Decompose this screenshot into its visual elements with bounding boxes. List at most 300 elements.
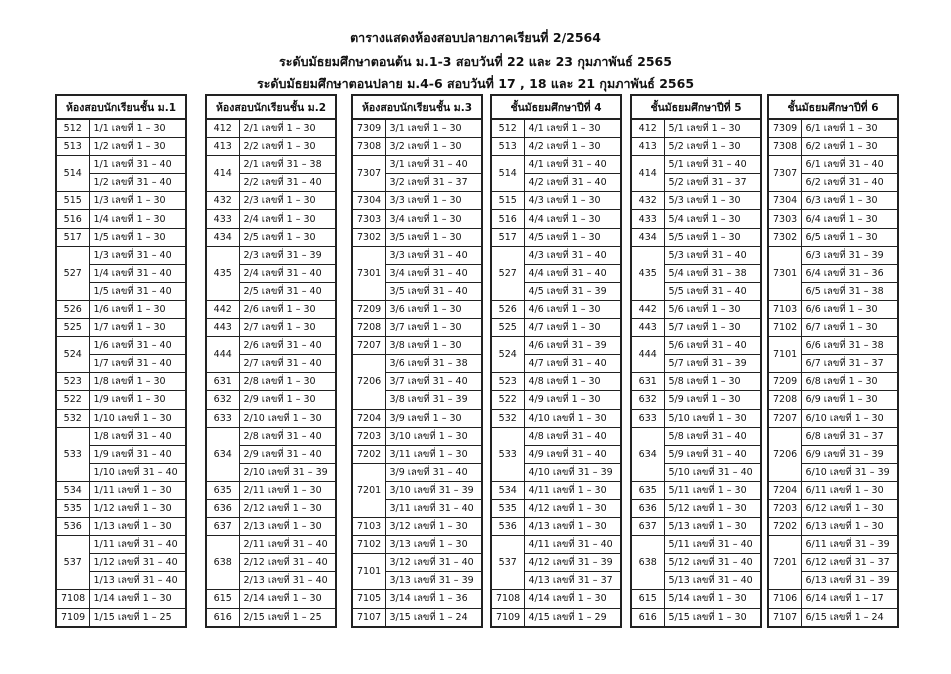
class-range: 1/2 เลขที่ 31 – 40 xyxy=(89,174,186,192)
class-range: 4/1 เลขที่ 31 – 40 xyxy=(524,156,621,174)
table-row xyxy=(56,427,186,445)
table-row xyxy=(631,590,761,608)
class-range: 4/12 เลขที่ 31 – 39 xyxy=(524,554,621,572)
table-row xyxy=(491,590,621,608)
class-range: 5/7 เลขที่ 1 – 30 xyxy=(664,319,761,337)
class-range: 6/15 เลขที่ 1 – 24 xyxy=(801,608,898,627)
room-number: 537 xyxy=(491,536,524,590)
table-row xyxy=(206,319,336,337)
class-range: 3/8 เลขที่ 1 – 30 xyxy=(385,337,482,355)
table-row xyxy=(206,119,336,138)
room-number: 7201 xyxy=(768,536,801,590)
class-range: 5/1 เลขที่ 31 – 40 xyxy=(664,156,761,174)
table-row xyxy=(491,192,621,210)
class-range: 5/12 เลขที่ 31 – 40 xyxy=(664,554,761,572)
class-range: 5/4 เลขที่ 31 – 38 xyxy=(664,264,761,282)
room-number: 7106 xyxy=(768,590,801,608)
table-row xyxy=(631,409,761,427)
room-number: 434 xyxy=(206,228,239,246)
room-number: 634 xyxy=(631,427,664,481)
table-row xyxy=(491,427,621,445)
class-range: 2/6 เลขที่ 31 – 40 xyxy=(239,337,336,355)
class-range: 2/9 เลขที่ 1 – 30 xyxy=(239,391,336,409)
table-row xyxy=(491,608,621,627)
exam-table-3 xyxy=(351,94,483,628)
table-row xyxy=(631,319,761,337)
room-number: 616 xyxy=(631,608,664,627)
table-row xyxy=(768,119,898,138)
class-range: 6/12 เลขที่ 1 – 30 xyxy=(801,499,898,517)
class-range: 6/5 เลขที่ 31 – 38 xyxy=(801,282,898,300)
table-row xyxy=(206,210,336,228)
room-number: 7109 xyxy=(491,608,524,627)
class-range: 2/3 เลขที่ 31 – 39 xyxy=(239,246,336,264)
table-row xyxy=(491,337,621,355)
table-row xyxy=(768,536,898,554)
table-header: ห้องสอบนักเรียนชั้น ม.2 xyxy=(206,95,336,119)
table-row xyxy=(206,536,336,554)
table-row xyxy=(768,409,898,427)
class-range: 3/13 เลขที่ 1 – 30 xyxy=(385,536,482,554)
class-range: 5/9 เลขที่ 1 – 30 xyxy=(664,391,761,409)
room-number: 632 xyxy=(206,391,239,409)
table-row xyxy=(206,427,336,445)
table-row xyxy=(768,518,898,536)
class-range: 2/7 เลขที่ 31 – 40 xyxy=(239,355,336,373)
class-range: 4/14 เลขที่ 1 – 30 xyxy=(524,590,621,608)
table-row xyxy=(56,608,186,627)
class-range: 4/9 เลขที่ 1 – 30 xyxy=(524,391,621,409)
class-range: 5/6 เลขที่ 1 – 30 xyxy=(664,300,761,318)
room-number: 532 xyxy=(56,409,89,427)
room-number: 638 xyxy=(206,536,239,590)
class-range: 1/5 เลขที่ 31 – 40 xyxy=(89,282,186,300)
room-number: 7201 xyxy=(352,463,385,517)
class-range: 6/13 เลขที่ 1 – 30 xyxy=(801,518,898,536)
class-range: 6/1 เลขที่ 31 – 40 xyxy=(801,156,898,174)
room-number: 517 xyxy=(491,228,524,246)
table-row xyxy=(206,138,336,156)
table-row xyxy=(56,590,186,608)
table-row xyxy=(56,319,186,337)
room-number: 7206 xyxy=(352,355,385,409)
table-row xyxy=(206,373,336,391)
class-range: 5/8 เลขที่ 31 – 40 xyxy=(664,427,761,445)
table-row xyxy=(631,608,761,627)
class-range: 6/6 เลขที่ 31 – 38 xyxy=(801,337,898,355)
room-number: 412 xyxy=(206,119,239,138)
class-range: 3/2 เลขที่ 31 – 37 xyxy=(385,174,482,192)
class-range: 2/15 เลขที่ 1 – 25 xyxy=(239,608,336,627)
room-number: 634 xyxy=(206,427,239,481)
room-number: 513 xyxy=(491,138,524,156)
class-range: 3/4 เลขที่ 1 – 30 xyxy=(385,210,482,228)
table-header: ชั้นมัธยมศึกษาปีที่ 4 xyxy=(491,95,621,119)
table-row xyxy=(491,210,621,228)
room-number: 536 xyxy=(491,518,524,536)
class-range: 3/8 เลขที่ 31 – 39 xyxy=(385,391,482,409)
class-range: 2/11 เลขที่ 1 – 30 xyxy=(239,481,336,499)
room-number: 7206 xyxy=(768,427,801,481)
room-number: 7108 xyxy=(491,590,524,608)
exam-table-4 xyxy=(490,94,622,628)
table-row xyxy=(768,192,898,210)
room-number: 636 xyxy=(631,499,664,517)
room-number: 638 xyxy=(631,536,664,590)
class-range: 3/10 เลขที่ 31 – 39 xyxy=(385,481,482,499)
table-row xyxy=(768,246,898,264)
table-row xyxy=(206,481,336,499)
class-range: 6/8 เลขที่ 31 – 37 xyxy=(801,427,898,445)
table-row xyxy=(768,156,898,174)
class-range: 4/8 เลขที่ 1 – 30 xyxy=(524,373,621,391)
class-range: 5/6 เลขที่ 31 – 40 xyxy=(664,337,761,355)
table-row xyxy=(206,518,336,536)
class-range: 1/10 เลขที่ 1 – 30 xyxy=(89,409,186,427)
table-row xyxy=(206,192,336,210)
class-range: 1/1 เลขที่ 31 – 40 xyxy=(89,156,186,174)
class-range: 4/13 เลขที่ 1 – 30 xyxy=(524,518,621,536)
table-row xyxy=(352,536,482,554)
class-range: 3/13 เลขที่ 31 – 39 xyxy=(385,572,482,590)
table-row xyxy=(768,210,898,228)
room-number: 522 xyxy=(56,391,89,409)
room-number: 7304 xyxy=(352,192,385,210)
table-row xyxy=(631,373,761,391)
class-range: 3/3 เลขที่ 31 – 40 xyxy=(385,246,482,264)
room-number: 517 xyxy=(56,228,89,246)
table-row xyxy=(206,409,336,427)
class-range: 3/15 เลขที่ 1 – 24 xyxy=(385,608,482,627)
table-row xyxy=(768,319,898,337)
class-range: 3/5 เลขที่ 31 – 40 xyxy=(385,282,482,300)
table-row xyxy=(768,590,898,608)
room-number: 616 xyxy=(206,608,239,627)
room-number: 615 xyxy=(206,590,239,608)
class-range: 4/7 เลขที่ 31 – 40 xyxy=(524,355,621,373)
table-row xyxy=(491,119,621,138)
class-range: 1/11 เลขที่ 31 – 40 xyxy=(89,536,186,554)
class-range: 3/2 เลขที่ 1 – 30 xyxy=(385,138,482,156)
class-range: 4/4 เลขที่ 31 – 40 xyxy=(524,264,621,282)
room-number: 524 xyxy=(56,337,89,373)
room-number: 7302 xyxy=(352,228,385,246)
room-number: 412 xyxy=(631,119,664,138)
room-number: 432 xyxy=(631,192,664,210)
class-range: 4/13 เลขที่ 31 – 37 xyxy=(524,572,621,590)
table-row xyxy=(768,337,898,355)
class-range: 6/9 เลขที่ 31 – 39 xyxy=(801,445,898,463)
table-row xyxy=(491,373,621,391)
table-row xyxy=(768,481,898,499)
class-range: 6/7 เลขที่ 1 – 30 xyxy=(801,319,898,337)
class-range: 2/8 เลขที่ 1 – 30 xyxy=(239,373,336,391)
class-range: 1/7 เลขที่ 1 – 30 xyxy=(89,319,186,337)
room-number: 7309 xyxy=(352,119,385,138)
table-row xyxy=(631,119,761,138)
table-row xyxy=(768,300,898,318)
room-number: 7209 xyxy=(768,373,801,391)
table-row xyxy=(631,210,761,228)
class-range: 1/15 เลขที่ 1 – 25 xyxy=(89,608,186,627)
room-number: 444 xyxy=(631,337,664,373)
room-number: 435 xyxy=(206,246,239,300)
class-range: 4/7 เลขที่ 1 – 30 xyxy=(524,319,621,337)
table-row xyxy=(352,518,482,536)
room-number: 7308 xyxy=(352,138,385,156)
table-row xyxy=(491,138,621,156)
exam-table-1 xyxy=(55,94,187,628)
room-number: 535 xyxy=(491,499,524,517)
table-row xyxy=(491,481,621,499)
table-row xyxy=(206,608,336,627)
room-number: 512 xyxy=(56,119,89,138)
table-row xyxy=(206,228,336,246)
table-row xyxy=(352,246,482,264)
table-row xyxy=(631,300,761,318)
table-row xyxy=(352,355,482,373)
table-row xyxy=(352,337,482,355)
table-row xyxy=(352,445,482,463)
class-range: 2/9 เลขที่ 31 – 40 xyxy=(239,445,336,463)
table-row xyxy=(352,319,482,337)
room-number: 7207 xyxy=(768,409,801,427)
table-row xyxy=(56,391,186,409)
class-range: 2/4 เลขที่ 31 – 40 xyxy=(239,264,336,282)
table-row xyxy=(56,156,186,174)
table-row xyxy=(491,499,621,517)
room-number: 433 xyxy=(206,210,239,228)
table-row xyxy=(491,536,621,554)
class-range: 2/1 เลขที่ 1 – 30 xyxy=(239,119,336,138)
room-number: 7303 xyxy=(352,210,385,228)
room-number: 7107 xyxy=(768,608,801,627)
class-range: 3/1 เลขที่ 31 – 40 xyxy=(385,156,482,174)
room-number: 7307 xyxy=(352,156,385,192)
class-range: 6/7 เลขที่ 31 – 37 xyxy=(801,355,898,373)
table-row xyxy=(352,228,482,246)
table-row xyxy=(631,427,761,445)
table-row xyxy=(56,518,186,536)
room-number: 523 xyxy=(491,373,524,391)
table-row xyxy=(768,427,898,445)
table-row xyxy=(56,192,186,210)
table-header: ชั้นมัธยมศึกษาปีที่ 5 xyxy=(631,95,761,119)
class-range: 2/12 เลขที่ 31 – 40 xyxy=(239,554,336,572)
table-row xyxy=(491,518,621,536)
room-number: 523 xyxy=(56,373,89,391)
class-range: 6/14 เลขที่ 1 – 17 xyxy=(801,590,898,608)
class-range: 1/3 เลขที่ 1 – 30 xyxy=(89,192,186,210)
table-row xyxy=(352,156,482,174)
room-number: 635 xyxy=(631,481,664,499)
table-row xyxy=(352,608,482,627)
table-row xyxy=(56,210,186,228)
class-range: 3/11 เลขที่ 31 – 40 xyxy=(385,499,482,517)
table-row xyxy=(768,499,898,517)
table-row xyxy=(631,228,761,246)
class-range: 1/9 เลขที่ 1 – 30 xyxy=(89,391,186,409)
room-number: 526 xyxy=(491,300,524,318)
class-range: 4/12 เลขที่ 1 – 30 xyxy=(524,499,621,517)
class-range: 4/8 เลขที่ 31 – 40 xyxy=(524,427,621,445)
class-range: 4/5 เลขที่ 1 – 30 xyxy=(524,228,621,246)
table-row xyxy=(631,156,761,174)
table-row xyxy=(491,391,621,409)
table-row xyxy=(491,409,621,427)
table-row xyxy=(631,192,761,210)
exam-table-6 xyxy=(767,94,899,628)
room-number: 512 xyxy=(491,119,524,138)
class-range: 1/12 เลขที่ 31 – 40 xyxy=(89,554,186,572)
class-range: 1/8 เลขที่ 1 – 30 xyxy=(89,373,186,391)
room-number: 7309 xyxy=(768,119,801,138)
room-number: 515 xyxy=(491,192,524,210)
class-range: 3/9 เลขที่ 1 – 30 xyxy=(385,409,482,427)
room-number: 7303 xyxy=(768,210,801,228)
room-number: 631 xyxy=(206,373,239,391)
room-number: 7204 xyxy=(352,409,385,427)
class-range: 1/7 เลขที่ 31 – 40 xyxy=(89,355,186,373)
room-number: 7304 xyxy=(768,192,801,210)
class-range: 2/13 เลขที่ 31 – 40 xyxy=(239,572,336,590)
class-range: 5/1 เลขที่ 1 – 30 xyxy=(664,119,761,138)
table-row xyxy=(491,246,621,264)
table-row xyxy=(206,300,336,318)
class-range: 3/6 เลขที่ 31 – 38 xyxy=(385,355,482,373)
class-range: 2/5 เลขที่ 1 – 30 xyxy=(239,228,336,246)
room-number: 527 xyxy=(491,246,524,300)
table-row xyxy=(768,228,898,246)
class-range: 3/9 เลขที่ 31 – 40 xyxy=(385,463,482,481)
class-range: 4/15 เลขที่ 1 – 29 xyxy=(524,608,621,627)
table-row xyxy=(56,228,186,246)
table-row xyxy=(768,608,898,627)
table-row xyxy=(768,373,898,391)
class-range: 5/3 เลขที่ 31 – 40 xyxy=(664,246,761,264)
class-range: 1/12 เลขที่ 1 – 30 xyxy=(89,499,186,517)
class-range: 1/10 เลขที่ 31 – 40 xyxy=(89,463,186,481)
table-row xyxy=(352,138,482,156)
class-range: 5/15 เลขที่ 1 – 30 xyxy=(664,608,761,627)
table-row xyxy=(206,391,336,409)
room-number: 7203 xyxy=(352,427,385,445)
room-number: 635 xyxy=(206,481,239,499)
class-range: 4/9 เลขที่ 31 – 40 xyxy=(524,445,621,463)
document-title: ตารางแสดงห้องสอบปลายภาคเรียนที่ 2/2564 xyxy=(350,30,601,45)
table-row xyxy=(352,590,482,608)
class-range: 1/5 เลขที่ 1 – 30 xyxy=(89,228,186,246)
class-range: 4/2 เลขที่ 31 – 40 xyxy=(524,174,621,192)
class-range: 5/11 เลขที่ 1 – 30 xyxy=(664,481,761,499)
class-range: 5/10 เลขที่ 1 – 30 xyxy=(664,409,761,427)
class-range: 5/13 เลขที่ 31 – 40 xyxy=(664,572,761,590)
table-row xyxy=(56,138,186,156)
table-row xyxy=(631,138,761,156)
class-range: 5/3 เลขที่ 1 – 30 xyxy=(664,192,761,210)
class-range: 5/9 เลขที่ 31 – 40 xyxy=(664,445,761,463)
room-number: 7102 xyxy=(352,536,385,554)
room-number: 534 xyxy=(491,481,524,499)
class-range: 4/6 เลขที่ 31 – 39 xyxy=(524,337,621,355)
room-number: 414 xyxy=(206,156,239,192)
room-number: 7105 xyxy=(352,590,385,608)
table-row xyxy=(631,246,761,264)
table-row xyxy=(352,427,482,445)
class-range: 2/10 เลขที่ 31 – 39 xyxy=(239,463,336,481)
room-number: 534 xyxy=(56,481,89,499)
table-row xyxy=(631,481,761,499)
table-row xyxy=(352,119,482,138)
room-number: 7108 xyxy=(56,590,89,608)
room-number: 533 xyxy=(56,427,89,481)
class-range: 4/6 เลขที่ 1 – 30 xyxy=(524,300,621,318)
class-range: 6/12 เลขที่ 31 – 37 xyxy=(801,554,898,572)
room-number: 435 xyxy=(631,246,664,300)
class-range: 3/4 เลขที่ 31 – 40 xyxy=(385,264,482,282)
room-number: 637 xyxy=(206,518,239,536)
class-range: 5/10 เลขที่ 31 – 40 xyxy=(664,463,761,481)
room-number: 536 xyxy=(56,518,89,536)
table-row xyxy=(56,337,186,355)
room-number: 7103 xyxy=(768,300,801,318)
table-row xyxy=(631,337,761,355)
room-number: 7101 xyxy=(352,554,385,590)
class-range: 2/7 เลขที่ 1 – 30 xyxy=(239,319,336,337)
room-number: 442 xyxy=(631,300,664,318)
room-number: 524 xyxy=(491,337,524,373)
table-row xyxy=(352,210,482,228)
table-row xyxy=(206,246,336,264)
table-row xyxy=(56,119,186,138)
class-range: 6/13 เลขที่ 31 – 39 xyxy=(801,572,898,590)
table-row xyxy=(352,409,482,427)
class-range: 4/3 เลขที่ 1 – 30 xyxy=(524,192,621,210)
class-range: 4/5 เลขที่ 31 – 39 xyxy=(524,282,621,300)
class-range: 6/11 เลขที่ 1 – 30 xyxy=(801,481,898,499)
class-range: 5/2 เลขที่ 31 – 37 xyxy=(664,174,761,192)
class-range: 4/3 เลขที่ 31 – 40 xyxy=(524,246,621,264)
class-range: 5/13 เลขที่ 1 – 30 xyxy=(664,518,761,536)
class-range: 5/4 เลขที่ 1 – 30 xyxy=(664,210,761,228)
table-row xyxy=(631,499,761,517)
room-number: 7102 xyxy=(768,319,801,337)
class-range: 3/7 เลขที่ 1 – 30 xyxy=(385,319,482,337)
class-range: 3/14 เลขที่ 1 – 36 xyxy=(385,590,482,608)
room-number: 637 xyxy=(631,518,664,536)
exam-table-2 xyxy=(205,94,337,628)
class-range: 3/5 เลขที่ 1 – 30 xyxy=(385,228,482,246)
table-row xyxy=(491,319,621,337)
table-row xyxy=(56,373,186,391)
class-range: 1/13 เลขที่ 31 – 40 xyxy=(89,572,186,590)
room-number: 7302 xyxy=(768,228,801,246)
class-range: 5/5 เลขที่ 31 – 40 xyxy=(664,282,761,300)
room-number: 537 xyxy=(56,536,89,590)
class-range: 2/10 เลขที่ 1 – 30 xyxy=(239,409,336,427)
class-range: 1/2 เลขที่ 1 – 30 xyxy=(89,138,186,156)
class-range: 4/11 เลขที่ 1 – 30 xyxy=(524,481,621,499)
class-range: 3/3 เลขที่ 1 – 30 xyxy=(385,192,482,210)
class-range: 2/1 เลขที่ 31 – 38 xyxy=(239,156,336,174)
room-number: 633 xyxy=(631,409,664,427)
table-row xyxy=(56,409,186,427)
table-row xyxy=(352,554,482,572)
class-range: 4/4 เลขที่ 1 – 30 xyxy=(524,210,621,228)
room-number: 514 xyxy=(491,156,524,192)
room-number: 514 xyxy=(56,156,89,192)
room-number: 443 xyxy=(206,319,239,337)
